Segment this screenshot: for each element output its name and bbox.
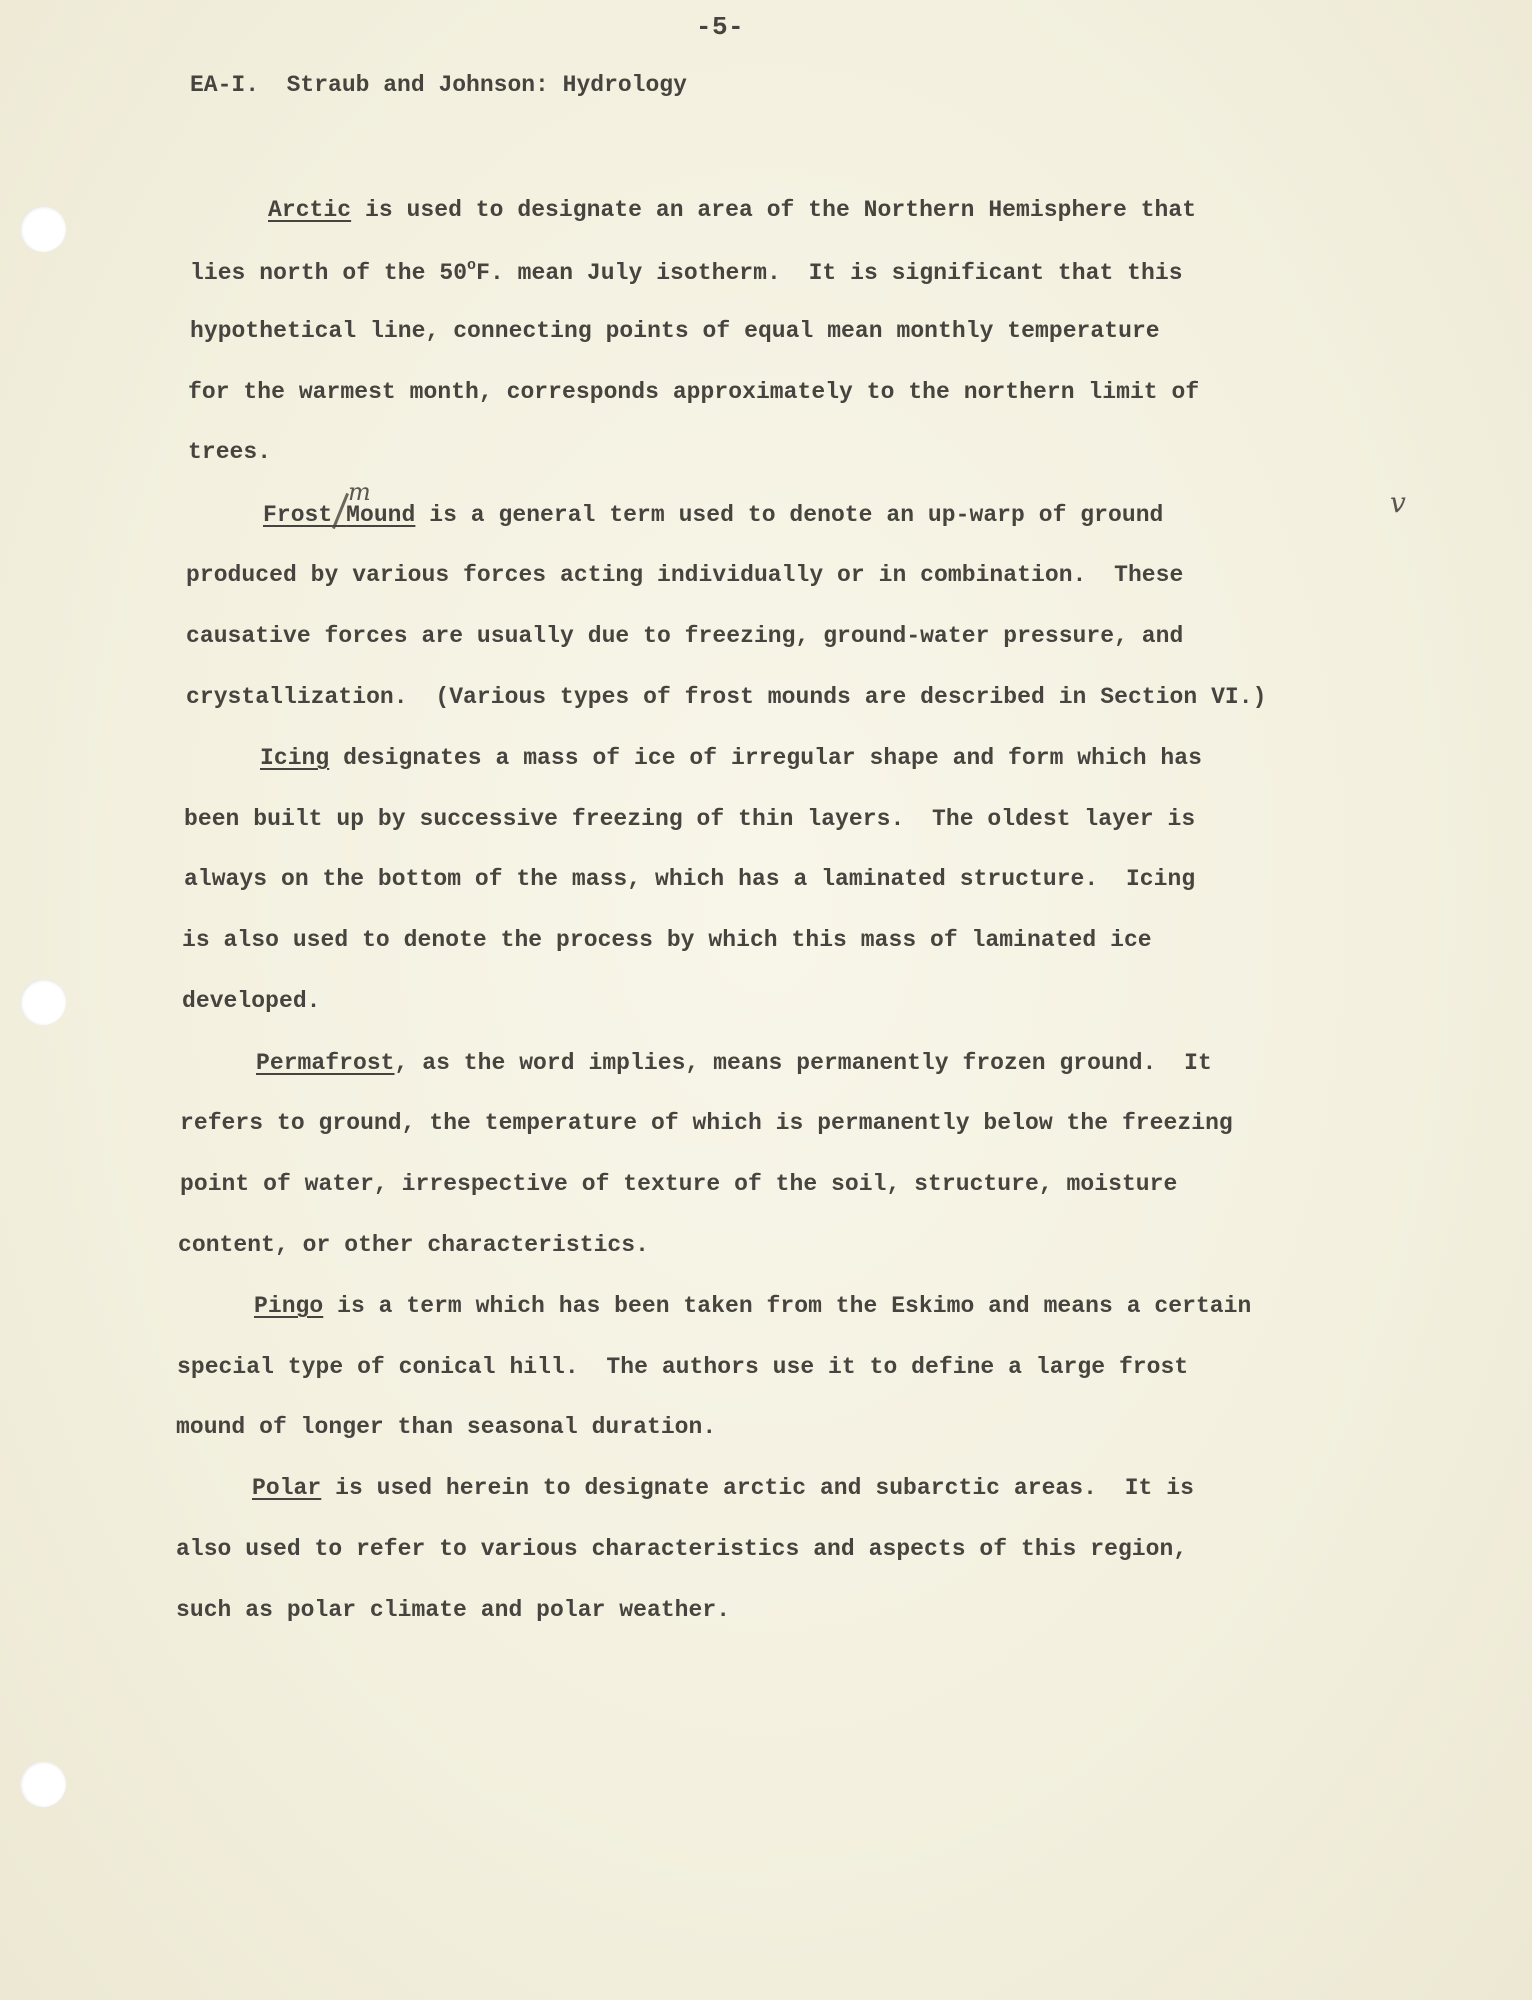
punch-hole-top — [20, 206, 66, 252]
pingo-line-1 — [254, 1293, 1251, 1319]
pingo-line-2: special type of conical hill. The authors use it to define a large frost — [177, 1354, 1189, 1380]
frost-mound-line-3: causative forces are usually due to freezing, ground-water pressure, and — [186, 623, 1184, 649]
pingo-line-3: mound of longer than seasonal duration. — [176, 1414, 717, 1440]
polar-line-2: also used to refer to various characteristics and aspects of this region, — [176, 1536, 1188, 1562]
document-header: EA-I. Straub and Johnson: Hydrology — [190, 72, 687, 98]
icing-line-2: been built up by successive freezing of thin layers. The oldest layer is — [184, 806, 1196, 832]
icing-line-3: always on the bottom of the mass, which has a laminated structure. Icing — [184, 866, 1196, 892]
margin-check-mark: v — [1390, 486, 1406, 519]
term-pingo: Pingo — [254, 1293, 324, 1319]
pingo-line-1-text: is a term which has been taken from the Eskimo and means a certain — [323, 1293, 1252, 1319]
arctic-line-1 — [268, 197, 1196, 223]
punch-hole-bottom — [20, 1761, 66, 1807]
icing-line-1 — [260, 745, 1202, 771]
handwritten-m-annotation: m — [348, 478, 371, 506]
icing-line-4: is also used to denote the process by which this mass of laminated ice — [182, 927, 1152, 953]
permafrost-line-1-text: , as the word implies, means permanently frozen ground. It — [394, 1050, 1212, 1076]
frost-mound-line-2: produced by various forces acting individually or in combination. These — [186, 562, 1184, 588]
arctic-line-2-part-b: F. mean July isotherm. It is significant that this — [476, 260, 1183, 286]
polar-line-3: such as polar climate and polar weather. — [176, 1597, 731, 1623]
arctic-line-2 — [190, 257, 1183, 286]
permafrost-line-1 — [256, 1050, 1212, 1076]
arctic-line-1-text: is used to designate an area of the Northern Hemisphere that — [351, 197, 1197, 223]
term-arctic: Arctic — [268, 197, 352, 223]
polar-line-1 — [252, 1475, 1194, 1501]
page-number: -5- — [695, 12, 745, 42]
permafrost-line-2: refers to ground, the temperature of which is permanently below the freezing — [180, 1110, 1233, 1136]
punch-hole-middle — [20, 979, 66, 1025]
term-mound: Mound — [346, 502, 416, 528]
arctic-line-5: trees. — [188, 439, 272, 465]
permafrost-line-3: point of water, irrespective of texture of the soil, structure, moisture — [180, 1171, 1178, 1197]
polar-line-1-text: is used herein to designate arctic and subarctic areas. It is — [321, 1475, 1194, 1501]
term-permafrost: Permafrost — [256, 1050, 395, 1076]
frost-mound-line-1 — [263, 502, 1163, 528]
arctic-line-2-part-a: lies north of the 50 — [190, 260, 468, 286]
term-frost: Frost — [263, 502, 333, 528]
arctic-line-3: hypothetical line, connecting points of equal mean monthly temperature — [190, 318, 1160, 344]
icing-line-5: developed. — [182, 988, 321, 1014]
term-icing: Icing — [260, 745, 330, 771]
term-polar: Polar — [252, 1475, 322, 1501]
frost-mound-line-1-text: is a general term used to denote an up-warp of ground — [415, 502, 1164, 528]
permafrost-line-4: content, or other characteristics. — [178, 1232, 649, 1258]
icing-line-1-text: designates a mass of ice of irregular shape and form which has — [329, 745, 1202, 771]
degree-symbol: o — [467, 257, 477, 274]
frost-mound-line-4: crystallization. (Various types of frost mounds are described in Section VI.) — [186, 684, 1267, 710]
arctic-line-4: for the warmest month, corresponds approximately to the northern limit of — [188, 379, 1200, 405]
